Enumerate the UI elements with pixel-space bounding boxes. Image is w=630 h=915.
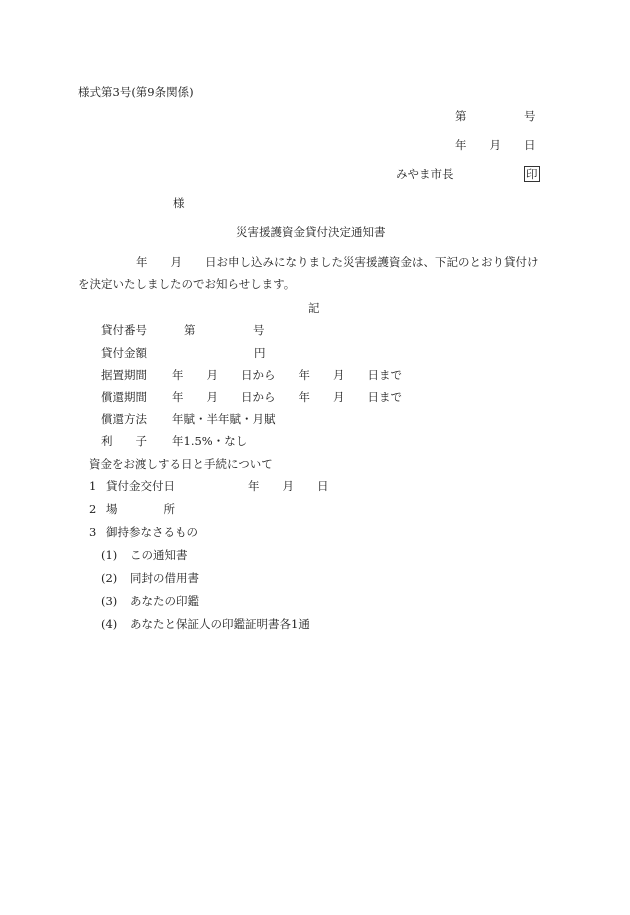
procedure-number: 1 [89, 479, 97, 493]
procedure-value-delivery-date: 年 月 日 [248, 479, 329, 493]
body-text-line-1: 年 月 日お申し込みになりました災害援護資金は、下記のとおり貸付け [136, 255, 539, 269]
form-label: 様式第3号(第9条関係) [78, 85, 194, 99]
procedure-label-place: 場 所 [106, 502, 175, 516]
document-title: 災害援護資金貸付決定通知書 [236, 225, 386, 239]
bring-item-number: (1) [101, 548, 118, 562]
item-label-interest: 利 子 [101, 434, 147, 448]
bring-item-number: (2) [101, 571, 118, 585]
issue-date: 年 月 日 [455, 138, 536, 152]
item-value-loan-number: 第 号 [184, 323, 265, 337]
bring-item-text: あなたの印鑑 [130, 594, 199, 608]
issuer-name: みやま市長 [396, 167, 454, 181]
item-value-interest: 年1.5%・なし [172, 434, 248, 448]
bring-item-text: あなたと保証人の印鑑証明書各1通 [130, 617, 310, 631]
section-heading: 資金をお渡しする日と手続について [89, 457, 273, 471]
body-text-line-2: を決定いたしましたのでお知らせします。 [78, 277, 296, 291]
bring-item-text: 同封の借用書 [130, 571, 199, 585]
ki-heading: 記 [308, 301, 320, 315]
seal-mark: 印 [526, 167, 538, 181]
procedure-label-items-to-bring: 御持参なさるもの [106, 525, 198, 539]
item-value-repayment-period: 年 月 日から 年 月 日まで [172, 390, 402, 404]
item-label-repayment-method: 償還方法 [101, 412, 147, 426]
bring-item-number: (4) [101, 617, 118, 631]
bring-item-text: この通知書 [130, 548, 188, 562]
addressee-suffix: 様 [173, 196, 185, 210]
procedure-number: 3 [89, 525, 97, 539]
item-value-loan-amount: 円 [254, 346, 266, 360]
item-label-loan-amount: 貸付金額 [101, 346, 147, 360]
bring-item-number: (3) [101, 594, 118, 608]
item-label-deferment-period: 据置期間 [101, 368, 147, 382]
procedure-number: 2 [89, 502, 97, 516]
item-label-loan-number: 貸付番号 [101, 323, 147, 337]
document-number: 第 号 [455, 109, 536, 123]
item-label-repayment-period: 償還期間 [101, 390, 147, 404]
item-value-deferment-period: 年 月 日から 年 月 日まで [172, 368, 402, 382]
item-value-repayment-method: 年賦・半年賦・月賦 [172, 412, 276, 426]
procedure-label-delivery-date: 貸付金交付日 [106, 479, 175, 493]
